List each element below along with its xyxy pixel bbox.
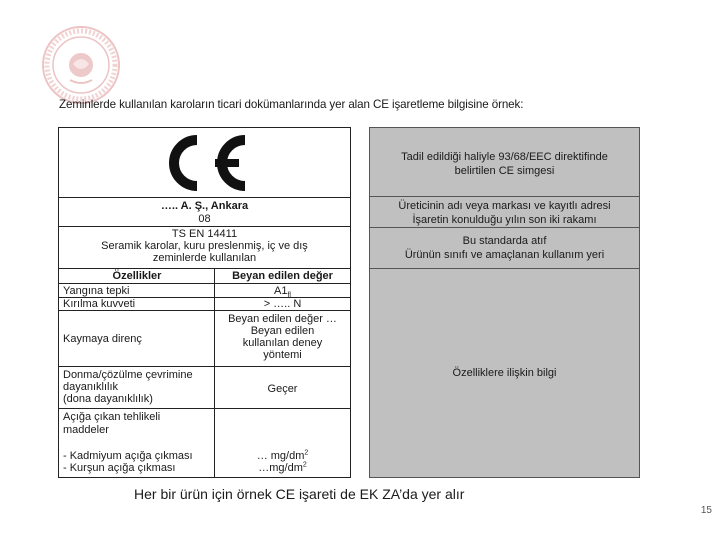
ce-mark-box — [59, 128, 350, 198]
slide-caption: Her bir ürün için örnek CE işareti de EK ZA’da yer alır — [134, 486, 465, 502]
breaking-strength-value: > ….. N — [263, 298, 302, 310]
divider — [59, 366, 350, 367]
properties-note: Özelliklere ilişkin bilgi — [452, 367, 557, 379]
header-declared-value: Beyan edilen değer — [232, 270, 333, 282]
ministry-seal-logo — [40, 24, 122, 106]
year-digits: 08 — [198, 213, 211, 225]
frost-label-3: (dona dayanıklılık) — [63, 393, 153, 405]
header-properties: Özellikler — [112, 270, 162, 282]
ce-label-table — [58, 127, 351, 478]
ce-symbol-note-2: belirtilen CE simgesi — [454, 165, 555, 177]
ce-symbol-note-1: Tadil edildiği haliyle 93/68/EEC direktifinde — [401, 151, 608, 163]
divider — [59, 408, 350, 409]
explanation-panel — [369, 127, 640, 478]
frost-label-1: Donma/çözülme çevrimine — [63, 369, 193, 381]
frost-label-2: dayanıklılık — [63, 381, 119, 393]
divider — [370, 196, 639, 197]
slip-resistance-label: Kaymaya direnç — [63, 333, 142, 345]
standard-note-1: Bu standarda atıf — [462, 235, 547, 247]
fire-reaction-value: $A1_{fl}$ — [274, 285, 291, 300]
ce-mark-icon — [157, 134, 253, 192]
slip-resistance-value-3: kullanılan deney — [242, 337, 323, 349]
product-description-line1: Seramik karolar, kuru preslenmiş, iç ve dış — [101, 240, 308, 252]
divider — [370, 268, 639, 269]
divider — [59, 226, 350, 227]
example-heading: Zeminlerde kullanılan karoların ticari dokümanlarında yer alan CE işaretleme bilgisine örnek: — [59, 98, 524, 111]
slip-resistance-value-1: Beyan edilen değer … — [228, 313, 337, 325]
divider — [59, 283, 350, 284]
divider — [59, 310, 350, 311]
lead-label: - Kurşun açığa çıkması — [63, 462, 176, 474]
breaking-strength-label: Kırılma kuvveti — [63, 298, 136, 310]
cadmium-label: - Kadmiyum açığa çıkması — [63, 450, 193, 462]
standard-note-2: Ürünün sınıfı ve amaçlanan kullanım yeri — [404, 249, 605, 261]
slip-resistance-value-2: Beyan edilen — [250, 325, 315, 337]
frost-value: Geçer — [267, 383, 298, 395]
product-description-line2: zeminlerde kullanılan — [152, 252, 257, 264]
dangerous-substances-label-2: maddeler — [63, 424, 109, 436]
standard-reference: TS EN 14411 — [171, 228, 238, 240]
cadmium-value: … $mg/dm^2$ — [256, 449, 309, 462]
manufacturer-note-2: İşaretin konulduğu yılın son iki rakamı — [412, 214, 597, 226]
dangerous-substances-label-1: Açığa çıkan tehlikeli — [63, 411, 161, 423]
lead-value: $\dots mg/dm^2$ — [258, 461, 307, 474]
page-number: 15 — [700, 505, 712, 516]
fire-reaction-label: Yangına tepki — [63, 285, 130, 297]
manufacturer-note-1: Üreticinin adı veya markası ve kayıtlı adresi — [398, 200, 611, 212]
slip-resistance-value-4: yöntemi — [263, 349, 302, 361]
divider — [370, 227, 639, 228]
company-name: ….. A. Ş., Ankara — [160, 200, 249, 212]
divider — [59, 268, 350, 269]
